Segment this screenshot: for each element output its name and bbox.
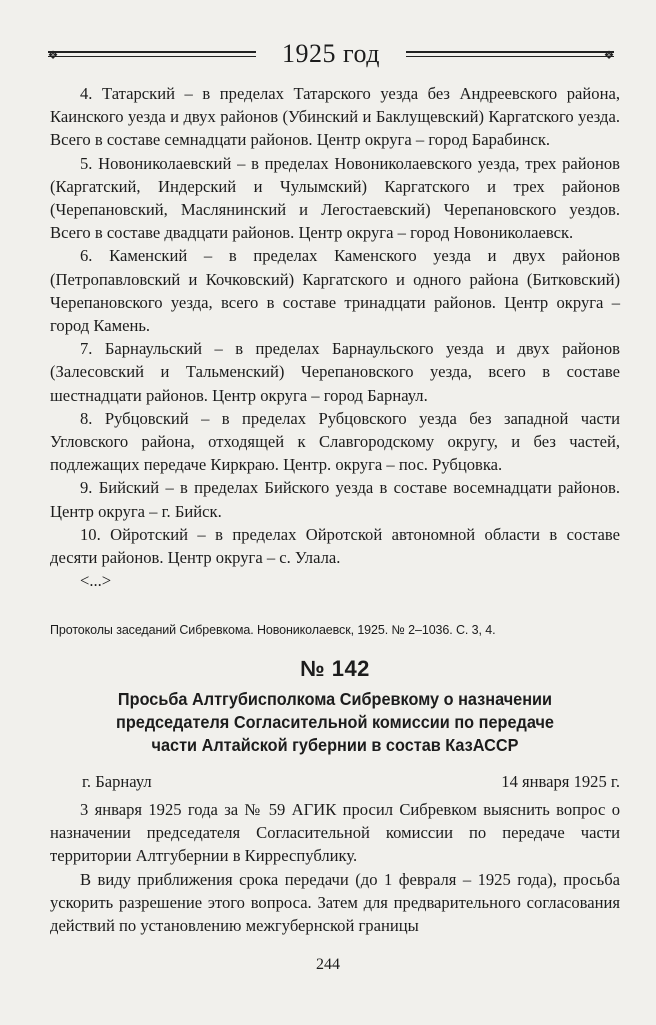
ornament-icon: ❖ [603,48,615,62]
paragraph: 7. Барнаульский – в пределах Барнаульского уезда и двух районов (Залесовский и Тальменский) Черепановского уезда, всего в составе шестнадцати районов. Центр округа – город Барнаул. [50,339,620,405]
paragraph: 4. Татарский – в пределах Татарского уезда без Андреевского района, Каинского уезда и двух районов (Убинский и Баклущевский) Каргатского уезда. Всего в составе семнадцати районов. Центр округа – город Барабинск. [50,84,620,150]
source-citation: Протоколы заседаний Сибревкома. Новониколаевск, 1925. № 2–1036. С. 3, 4. [50,623,496,637]
omission-mark: <...> [80,571,112,591]
paragraph: 3 января 1925 года за № 59 АГИК просил Сибревком выяснить вопрос о назначении председателя Согласительной комиссии по передаче части территории Алтгубернии в Кирреспублику. [50,800,620,866]
document-place: г. Барнаул [82,772,152,791]
left-ornament-rule [47,48,256,62]
running-head [48,34,614,74]
paragraph: 6. Каменский – в пределах Каменского уезда и двух районов (Петропавловский и Кочковский) Каргатского и одного района (Битковский) Черепановского уезда, всего в составе тринадцати районов. Центр округа – город Камень. [50,246,620,336]
paragraph: 10. Ойротский – в пределах Ойротской автономной области в составе десяти районов. Центр округа – с. Улала. [50,524,620,568]
paragraph: 8. Рубцовский – в пределах Рубцовского уезда без западной части Угловского района, отходящей к Славгородскому округу, и без частей, подлежащих передаче Киркраю. Центр. округа – пос. Рубцовка. [50,408,620,475]
running-head-title: 1925 год [282,39,380,68]
right-ornament-rule [406,48,615,62]
page-number: 244 [316,956,340,973]
place-date-line [82,772,620,792]
document-date: 14 января 1925 г. [501,772,620,791]
document-number: № 142 [300,656,370,681]
paragraph: 9. Бийский – в пределах Бийского уезда в составе восемнадцати районов. Центр округа – г. Бийск. [50,478,620,521]
paragraph: В виду приближения срока передачи (до 1 февраля – 1925 года), просьба ускорить разрешение этого вопроса. Затем для предварительного согласования действий по установлению межгубернской границы [50,869,620,936]
paragraph: 5. Новониколаевский – в пределах Новониколаевского уезда, трех районов (Каргатский, Индерский и Чулымский) Каргатского и трех районов (Черепановский, Маслянинский и Легостаевский) Черепановского уездов. Всего в составе двадцати районов. Центр округа – город Новониколаевск. [50,153,620,243]
ornament-icon: ❖ [47,48,59,62]
district-list [50,82,620,592]
document-body [50,798,620,937]
document-title: Просьба Алтгубисполкома Сибревкому о назначении председателя Согласительной комиссии по передаче части Алтайской губернии в состав КазАССР [116,689,554,755]
